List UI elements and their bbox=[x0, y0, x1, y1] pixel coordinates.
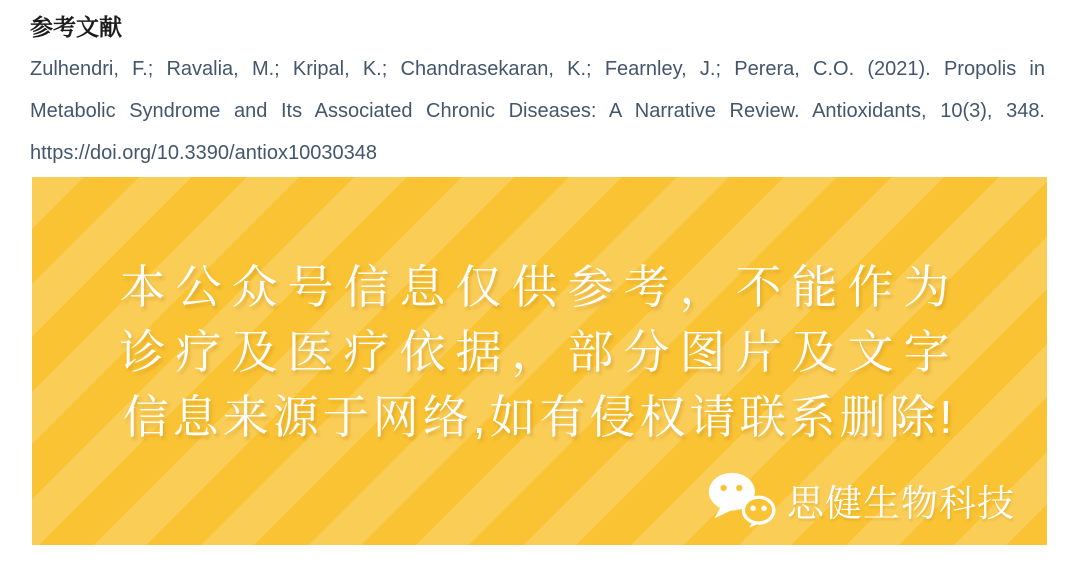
wechat-icon bbox=[707, 471, 777, 529]
citation-line-2: Metabolic Syndrome and Its Associated Chronic Diseases: A Narrative Review. Antioxidants, 10(3), 348. bbox=[30, 100, 1045, 122]
reference-citation bbox=[30, 48, 1045, 174]
disclaimer-line-3: 信息来源于网络,如有侵权请联系删除! bbox=[122, 391, 957, 443]
brand-signature bbox=[707, 471, 1015, 529]
citation-line-1: Zulhendri, F.; Ravalia, M.; Kripal, K.; Chandrasekaran, K.; Fearnley, J.; Perera, C.O. (2021). Propolis in bbox=[30, 58, 1045, 80]
page-title: 参考文献 bbox=[30, 14, 122, 40]
disclaimer-text bbox=[32, 177, 1047, 450]
disclaimer-line-2: 诊疗及医疗依据，部分图片及文字 bbox=[119, 326, 960, 378]
brand-name: 思健生物科技 bbox=[787, 483, 1015, 524]
disclaimer-line-1: 本公众号信息仅供参考，不能作为 bbox=[119, 261, 960, 313]
disclaimer-banner-image bbox=[32, 177, 1047, 545]
citation-doi-url: https://doi.org/10.3390/antiox10030348 bbox=[30, 142, 377, 164]
